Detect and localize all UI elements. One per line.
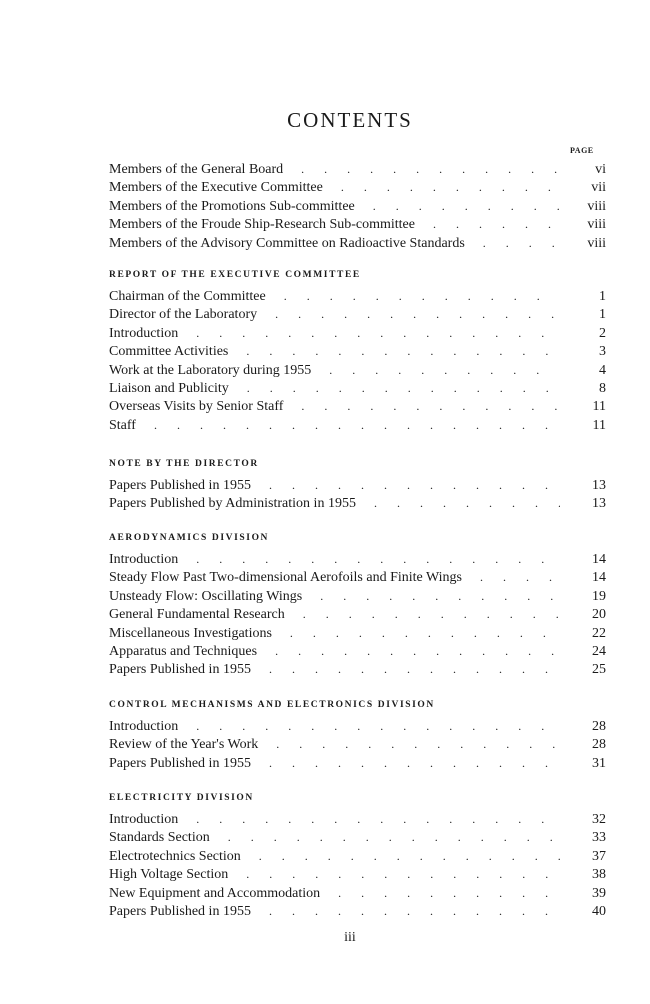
toc-entry-title: Introduction xyxy=(109,719,179,734)
toc-entry-page: 14 xyxy=(592,570,606,586)
toc-entry-page: 40 xyxy=(592,903,606,919)
toc-entry-title: Introduction xyxy=(109,552,179,567)
toc-entry-title: Miscellaneous Investigations xyxy=(109,625,272,641)
toc-entry-page: 33 xyxy=(592,830,606,846)
toc-entry-page: 22 xyxy=(592,625,606,641)
dot-leader xyxy=(327,178,560,196)
dot-leader xyxy=(182,717,560,735)
toc-entry xyxy=(109,397,606,415)
dot-leader xyxy=(262,735,560,753)
dot-leader xyxy=(469,234,560,252)
toc-entry xyxy=(109,884,606,902)
toc-entry xyxy=(109,642,606,660)
toc-entry xyxy=(109,550,606,568)
toc-entry-title: Members of the General Board xyxy=(109,162,284,177)
toc-entry xyxy=(109,717,606,735)
toc-entry-page: 2 xyxy=(599,325,606,341)
toc-entry xyxy=(109,361,606,379)
dot-leader xyxy=(261,642,560,660)
dot-leader xyxy=(324,884,560,902)
dot-leader xyxy=(306,587,560,605)
dot-leader xyxy=(287,397,560,415)
toc-entry-page: viii xyxy=(587,235,606,251)
toc-entry-page: 19 xyxy=(592,588,606,604)
dot-leader xyxy=(466,568,560,586)
toc-entry xyxy=(109,660,606,678)
toc-entry xyxy=(109,568,606,586)
dot-leader xyxy=(315,361,560,379)
dot-leader xyxy=(276,624,560,642)
toc-entry-page: 32 xyxy=(592,812,606,827)
toc-entry-page: 20 xyxy=(592,607,606,623)
dot-leader xyxy=(245,847,560,865)
dot-leader xyxy=(214,828,560,846)
toc-entry-page: 39 xyxy=(592,885,606,901)
dot-leader xyxy=(270,287,560,305)
dot-leader xyxy=(419,215,560,233)
page-column-label: PAGE xyxy=(570,146,594,155)
toc-entry-page: viii xyxy=(587,217,606,233)
dot-leader xyxy=(360,494,560,512)
dot-leader xyxy=(261,305,560,323)
toc-group-aerodynamics xyxy=(109,531,606,679)
toc-entry-page: 13 xyxy=(592,496,606,512)
toc-entry-page: 1 xyxy=(599,307,606,323)
page-title: CONTENTS xyxy=(287,108,413,132)
toc-entry-page: 25 xyxy=(592,662,606,678)
toc-entry-title: Work at the Laboratory during 1955 xyxy=(109,362,312,378)
toc-entry-title: Steady Flow Past Two-dimensional Aerofoils and Finite Wings xyxy=(109,570,462,586)
section-heading: AERODYNAMICS DIVISION xyxy=(109,533,270,543)
toc-entry-page: 14 xyxy=(592,552,606,567)
dot-leader xyxy=(182,550,560,568)
toc-entry-page: 37 xyxy=(592,848,606,864)
toc-entry xyxy=(109,828,606,846)
toc-entry xyxy=(109,735,606,753)
toc-entry-page: 11 xyxy=(592,399,606,415)
toc-entry-title: Liaison and Publicity xyxy=(109,380,229,396)
section-heading: CONTROL MECHANISMS AND ELECTRONICS DIVISION xyxy=(109,700,435,710)
toc-entry-title: Review of the Year's Work xyxy=(109,737,259,753)
section-heading: ELECTRICITY DIVISION xyxy=(109,793,254,803)
toc-entry-title: Director of the Laboratory xyxy=(109,307,258,323)
toc-entry xyxy=(109,324,606,342)
toc-entry-page: 31 xyxy=(592,755,606,771)
toc-entry-page: 13 xyxy=(592,478,606,493)
toc-entry-page: viii xyxy=(587,198,606,214)
dot-leader xyxy=(182,810,560,828)
toc-group-director xyxy=(109,457,606,513)
toc-entry-title: Electrotechnics Section xyxy=(109,848,241,864)
toc-entry xyxy=(109,476,606,494)
toc-entry xyxy=(109,810,606,828)
toc-entry xyxy=(109,287,606,305)
dot-leader xyxy=(140,416,560,434)
toc-entry xyxy=(109,234,606,252)
toc-entry-title: Staff xyxy=(109,417,136,433)
toc-entry-title: Papers Published in 1955 xyxy=(109,662,251,678)
toc-entry-page: 28 xyxy=(592,719,606,734)
toc-entry-title: Members of the Promotions Sub-committee xyxy=(109,198,355,214)
toc-entry-page: 8 xyxy=(599,380,606,396)
toc-entry xyxy=(109,847,606,865)
toc-entry-title: General Fundamental Research xyxy=(109,607,285,623)
toc-entry-title: Apparatus and Techniques xyxy=(109,643,258,659)
toc-entry xyxy=(109,902,606,920)
dot-leader xyxy=(232,342,560,360)
toc-entry xyxy=(109,587,606,605)
toc-entry-title: New Equipment and Accommodation xyxy=(109,885,321,901)
toc-entry-title: Members of the Advisory Committee on Radioactive Standards xyxy=(109,235,465,251)
toc-entry-title: Papers Published in 1955 xyxy=(109,903,251,919)
dot-leader xyxy=(287,160,560,178)
toc-entry xyxy=(109,865,606,883)
dot-leader xyxy=(232,865,560,883)
toc-entry xyxy=(109,305,606,323)
toc-entry xyxy=(109,754,606,772)
toc-entry-page: 4 xyxy=(599,362,606,378)
toc-entry-title: Unsteady Flow: Oscillating Wings xyxy=(109,588,303,604)
toc-group-control-mechanisms xyxy=(109,698,606,772)
dot-leader xyxy=(289,605,560,623)
toc-entry-title: Standards Section xyxy=(109,830,210,846)
toc-group-front-matter xyxy=(109,160,606,252)
toc-entry xyxy=(109,215,606,233)
dot-leader xyxy=(255,660,560,678)
toc-entry-title: Papers Published by Administration in 1955 xyxy=(109,496,356,512)
toc-entry xyxy=(109,342,606,360)
toc-entry-title: Overseas Visits by Senior Staff xyxy=(109,399,284,415)
toc-entry-title: Papers Published in 1955 xyxy=(109,755,251,771)
toc-entry-page: 3 xyxy=(599,344,606,360)
toc-entry-page: 11 xyxy=(592,417,606,433)
dot-leader xyxy=(255,902,560,920)
dot-leader xyxy=(255,476,560,494)
toc-entry xyxy=(109,379,606,397)
dot-leader xyxy=(255,754,560,772)
toc-entry-title: Papers Published in 1955 xyxy=(109,478,251,493)
toc-entry xyxy=(109,197,606,215)
toc-entry-title: Members of the Executive Committee xyxy=(109,180,323,196)
toc-group-executive-committee xyxy=(109,268,606,434)
page-folio: iii xyxy=(344,930,356,945)
toc-entry xyxy=(109,605,606,623)
toc-entry-title: Introduction xyxy=(109,325,179,341)
toc-entry xyxy=(109,416,606,434)
toc-entry xyxy=(109,494,606,512)
toc-entry-page: 1 xyxy=(599,289,606,304)
toc-entry xyxy=(109,624,606,642)
dot-leader xyxy=(233,379,560,397)
section-heading: NOTE BY THE DIRECTOR xyxy=(109,459,259,469)
toc-entry-title: Committee Activities xyxy=(109,344,229,360)
toc-entry xyxy=(109,160,606,178)
toc-entry-page: vii xyxy=(591,180,606,196)
section-heading: REPORT OF THE EXECUTIVE COMMITTEE xyxy=(109,270,361,280)
dot-leader xyxy=(359,197,560,215)
toc-entry-title: Introduction xyxy=(109,812,179,827)
dot-leader xyxy=(182,324,560,342)
toc-entry-page: 38 xyxy=(592,867,606,883)
toc-entry-page: vi xyxy=(595,162,606,177)
toc-group-electricity xyxy=(109,791,606,920)
toc-entry-title: High Voltage Section xyxy=(109,867,229,883)
toc-entry xyxy=(109,178,606,196)
toc-entry-page: 28 xyxy=(592,737,606,753)
toc-entry-title: Members of the Froude Ship-Research Sub-committee xyxy=(109,217,415,233)
toc-entry-title: Chairman of the Committee xyxy=(109,289,266,304)
toc-entry-page: 24 xyxy=(592,643,606,659)
